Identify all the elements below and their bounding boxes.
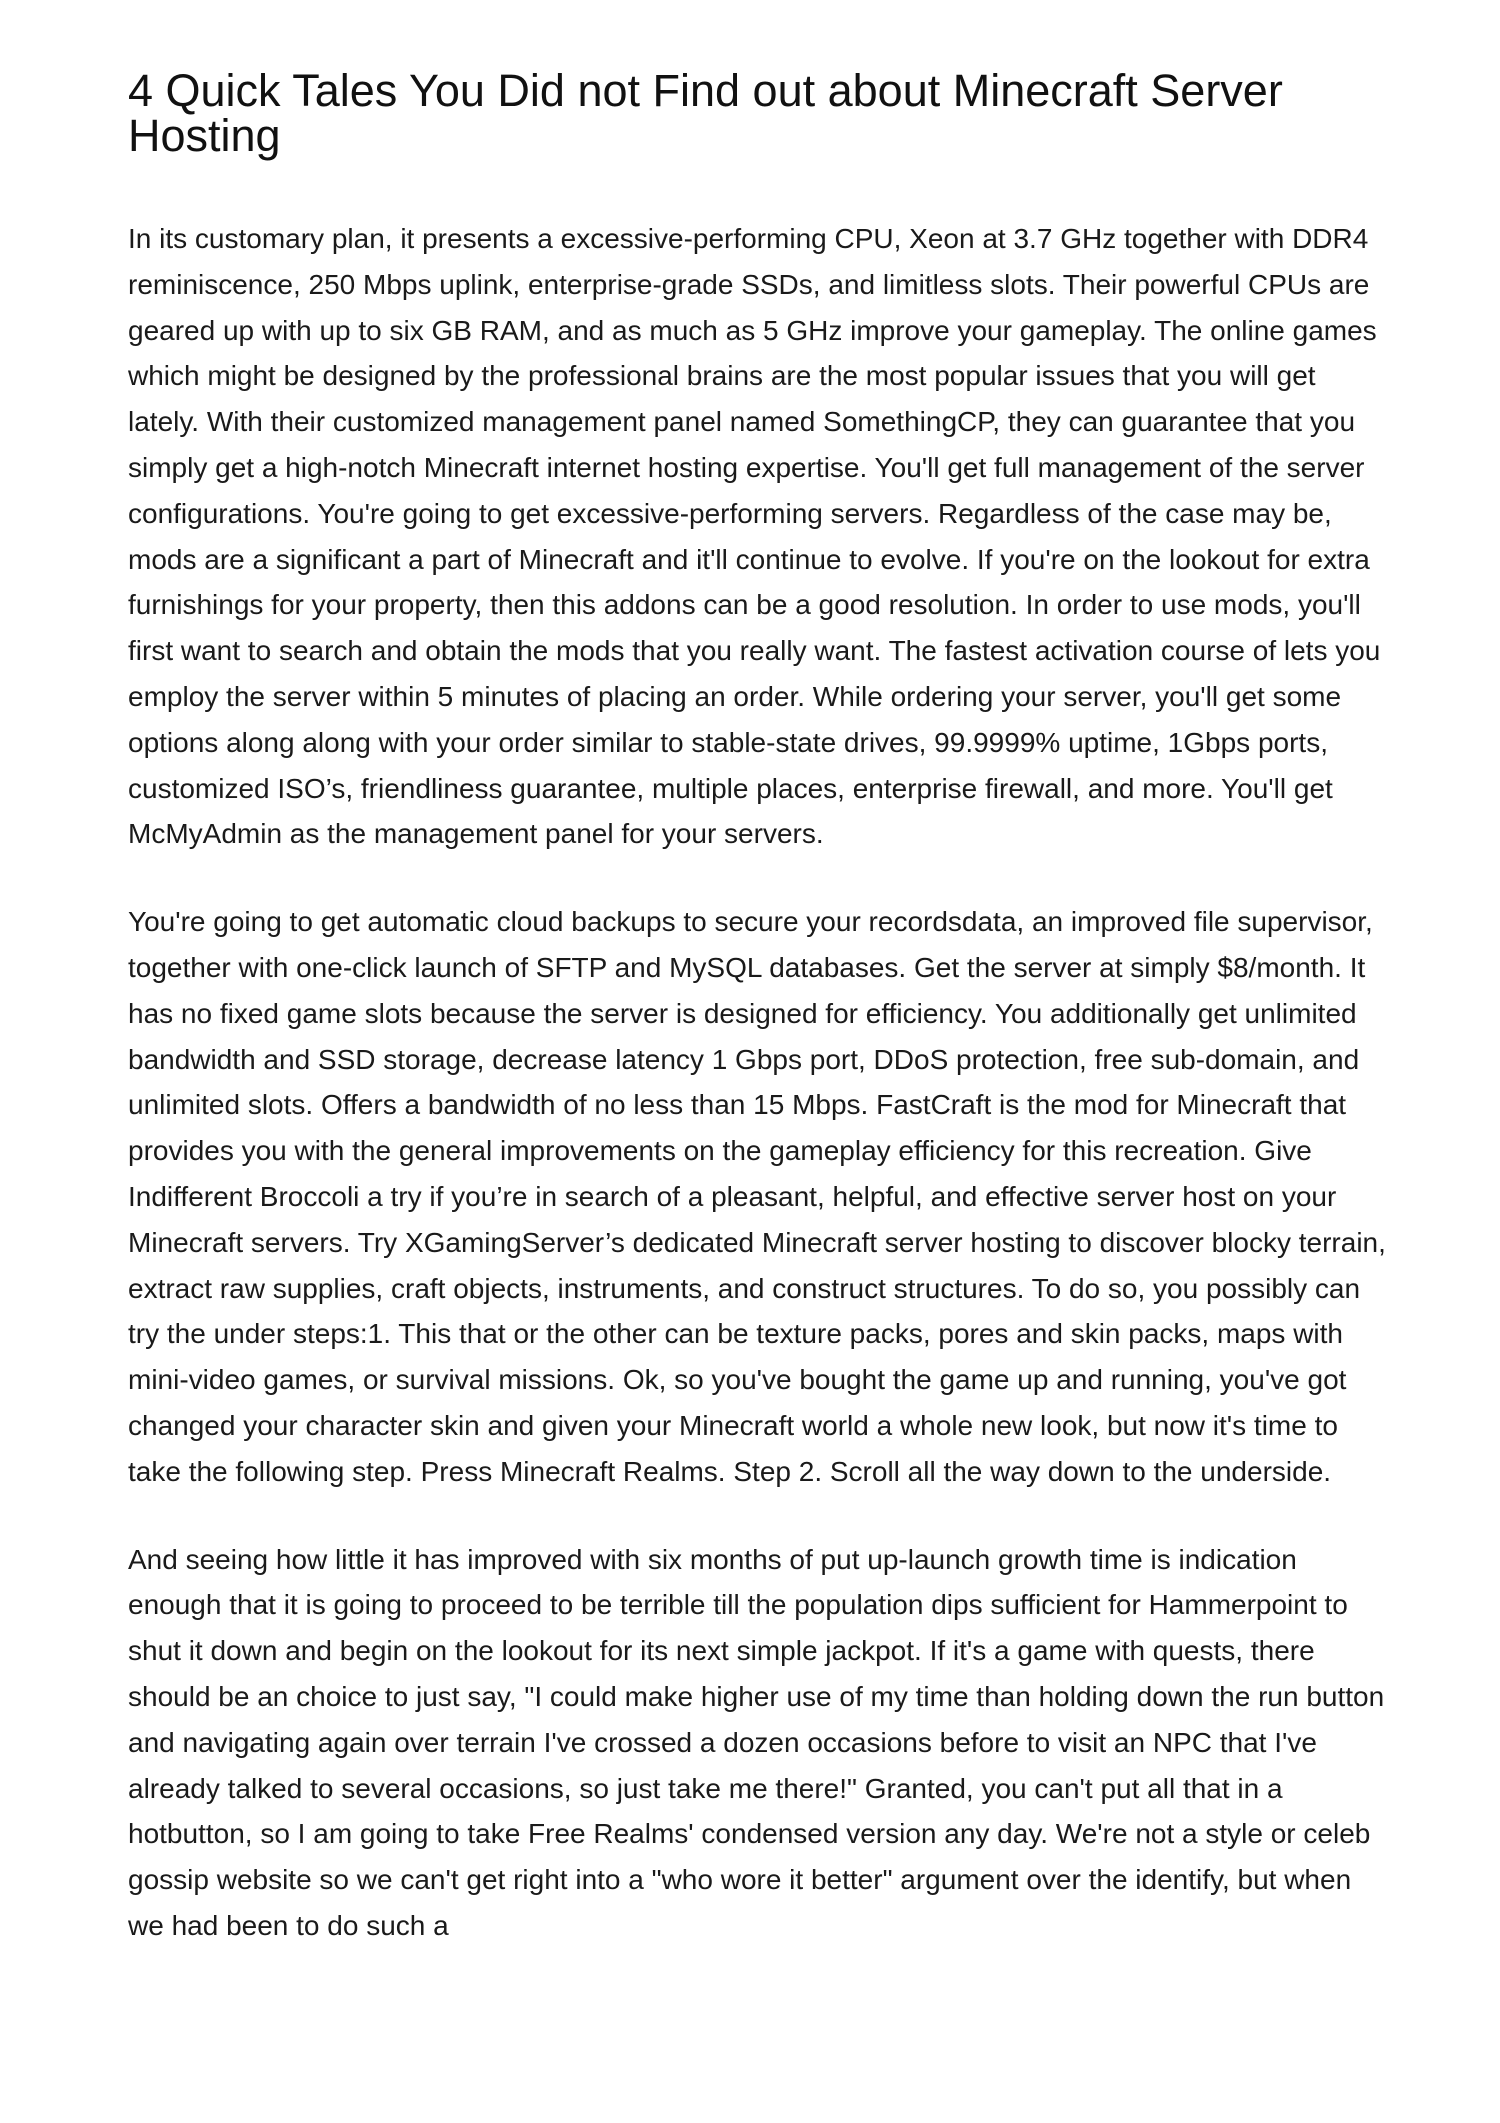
body-paragraph-3: And seeing how little it has improved with six months of put up-launch growth time is indication enough that it is going to proceed to be terrible till the population dips sufficient for Hammerpoint to shut it down and begin on the lookout for its next simple jackpot. If it's a game with quests, there should be an choice to just say, "I could make higher use of my time than holding down the run button and navigating again over terrain I've crossed a dozen occasions before to visit an NPC that I've already talked to several occasions, so just take me there!" Granted, you can't put all that in a hotbutton, so I am going to take Free Realms' condensed version any day. We're not a style or celeb gossip website so we can't get right into a "who wore it better" argument over the identify, but when we had been to do such a: [128, 1543, 1385, 1941]
page-title: 4 Quick Tales You Did not Find out about Minecraft Server Hosting: [128, 65, 1283, 161]
document-page: [128, 65, 1388, 1991]
body-paragraph-2: You're going to get automatic cloud backups to secure your recordsdata, an improved file supervisor, together with one-click launch of SFTP and MySQL databases. Get the server at simply $8/month. It has no fixed game slots because the server is designed for efficiency. You additionally get unlimited bandwidth and SSD storage, decrease latency 1 Gbps port, DDoS protection, free sub-domain, and unlimited slots. Offers a bandwidth of no less than 15 Mbps. FastCraft is the mod for Minecraft that provides you with the general improvements on the gameplay efficiency for this recreation. Give Indifferent Broccoli a try if you’re in search of a pleasant, helpful, and effective server host on your Minecraft servers. Try XGamingServer’s dedicated Minecraft server hosting to discover blocky terrain, extract raw supplies, craft objects, instruments, and construct structures. To do so, you possibly can try the under steps:1. This that or the other can be texture packs, pores and skin packs, maps with mini-video games, or survival missions. Ok, so you've bought the game up and running, you've got changed your character skin and given your Minecraft world a whole new look, but now it's time to take the following step. Press Minecraft Realms. Step 2. Scroll all the way down to the underside.: [128, 906, 1386, 1487]
body-paragraph-1: In its customary plan, it presents a excessive-performing CPU, Xeon at 3.7 GHz together with DDR4 reminiscence, 250 Mbps uplink, enterprise-grade SSDs, and limitless slots. Their powerful CPUs are geared up with up to six GB RAM, and as much as 5 GHz improve your gameplay. The online games which might be designed by the professional brains are the most popular issues that you will get lately. With their customized management panel named SomethingCP, they can guarantee that you simply get a high-notch Minecraft internet hosting expertise. You'll get full management of the server configurations. You're going to get excessive-performing servers. Regardless of the case may be, mods are a significant a part of Minecraft and it'll continue to evolve. If you're on the lookout for extra furnishings for your property, then this addons can be a good resolution. In order to use mods, you'll first want to search and obtain the mods that you really want. The fastest activation course of lets you employ the server within 5 minutes of placing an order. While ordering your server, you'll get some options along along with your order similar to stable-state drives, 99.9999% uptime, 1Gbps ports, customized ISO’s, friendliness guarantee, multiple places, enterprise firewall, and more. You'll get McMyAdmin as the management panel for your servers.: [128, 223, 1381, 850]
